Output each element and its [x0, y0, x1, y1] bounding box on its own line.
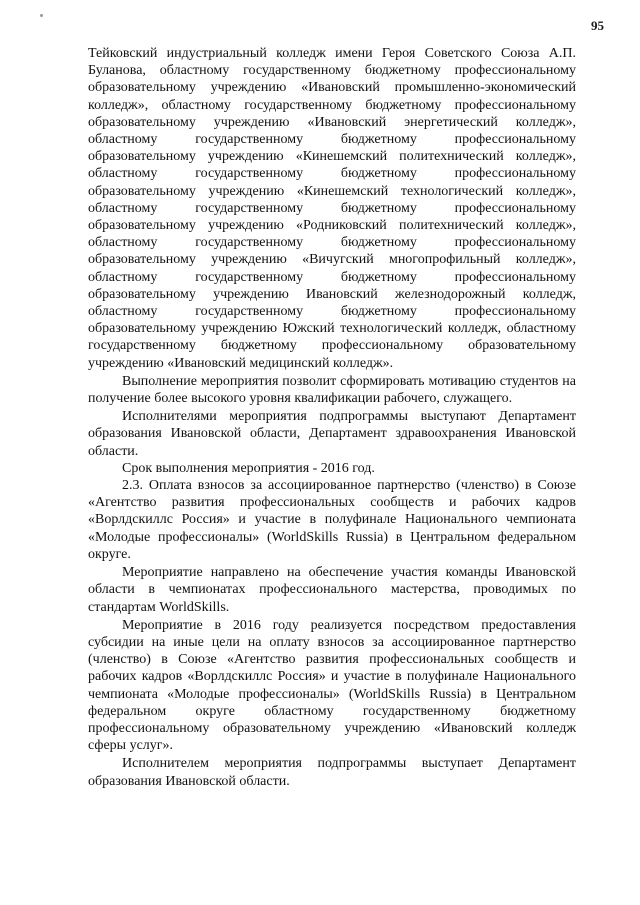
paragraph-event-implementation: Мероприятие в 2016 году реализуется посредством предоставления субсидии на иные цели на оплату взносов за ассоциированное партнерство (членство) в Союзе «Агентство развития профессиональных сообществ и рабочих кадров «Ворлдскиллс Россия» и участие в полуфинале Национального чемпионата «Молодые профессионалы» (WorldSkills Russia) в Центральном федеральном округе областному государственному бюджетному профессиональному образовательному учреждению «Ивановский колледж сферы услуг».	[88, 617, 576, 754]
paragraph-final-executor: Исполнителем мероприятия подпрограммы выступает Департамент образования Ивановской области.	[88, 756, 576, 789]
paragraph-executors: Исполнителями мероприятия подпрограммы выступают Департамент образования Ивановской области, Департамент здравоохранения Ивановской области.	[88, 409, 576, 459]
paragraph-deadline: Срок выполнения мероприятия - 2016 год.	[122, 460, 375, 476]
paragraph-colleges-list: Тейковский индустриальный колледж имени Героя Советского Союза А.П. Буланова, областному государственному бюджетному профессиональному образовательному учреждению «Ивановский промышленно-экономический колледж», областному государственному бюджетному профессиональному образовательному учреждению «Ивановский энергетический колледж», областному государственному бюджетному профессиональному образовательному учреждению «Кинешемский политехнический колледж», областному государственному бюджетному профессиональному образовательному учреждению «Кинешемский технологический колледж», областному государственному бюджетному профессиональному образовательному учреждению «Родниковский политехнический колледж», областному государственному бюджетному профессиональному образовательному учреждению «Вичугский многопрофильный колледж», областному государственному бюджетному профессиональному образовательному учреждению Ивановский железнодорожный колледж, областному государственному бюджетному профессиональному образовательному учреждению Южский технологический колледж, областному государственному бюджетному профессиональному образовательному учреждению «Ивановский медицинский колледж».	[88, 46, 576, 371]
paragraph-motivation: Выполнение мероприятия позволит сформировать мотивацию студентов на получение более высокого уровня квалификации рабочего, служащего.	[88, 373, 576, 407]
page-number: 95	[591, 18, 604, 33]
paragraph-section-2-3: 2.3. Оплата взносов за ассоциированное партнерство (членство) в Союзе «Агентство развития профессиональных сообществ и рабочих кадров «Ворлдскиллс Россия» и участие в полуфинале Национального чемпионата «Молодые профессионалы» (WorldSkills Russia) в Центральном федеральном округе.	[88, 478, 576, 562]
document-body	[88, 45, 576, 790]
paragraph-event-purpose: Мероприятие направлено на обеспечение участия команды Ивановской области в чемпионатах профессионального мастерства, проводимых по стандартам WorldSkills.	[88, 565, 576, 615]
scan-artifact	[40, 14, 43, 17]
